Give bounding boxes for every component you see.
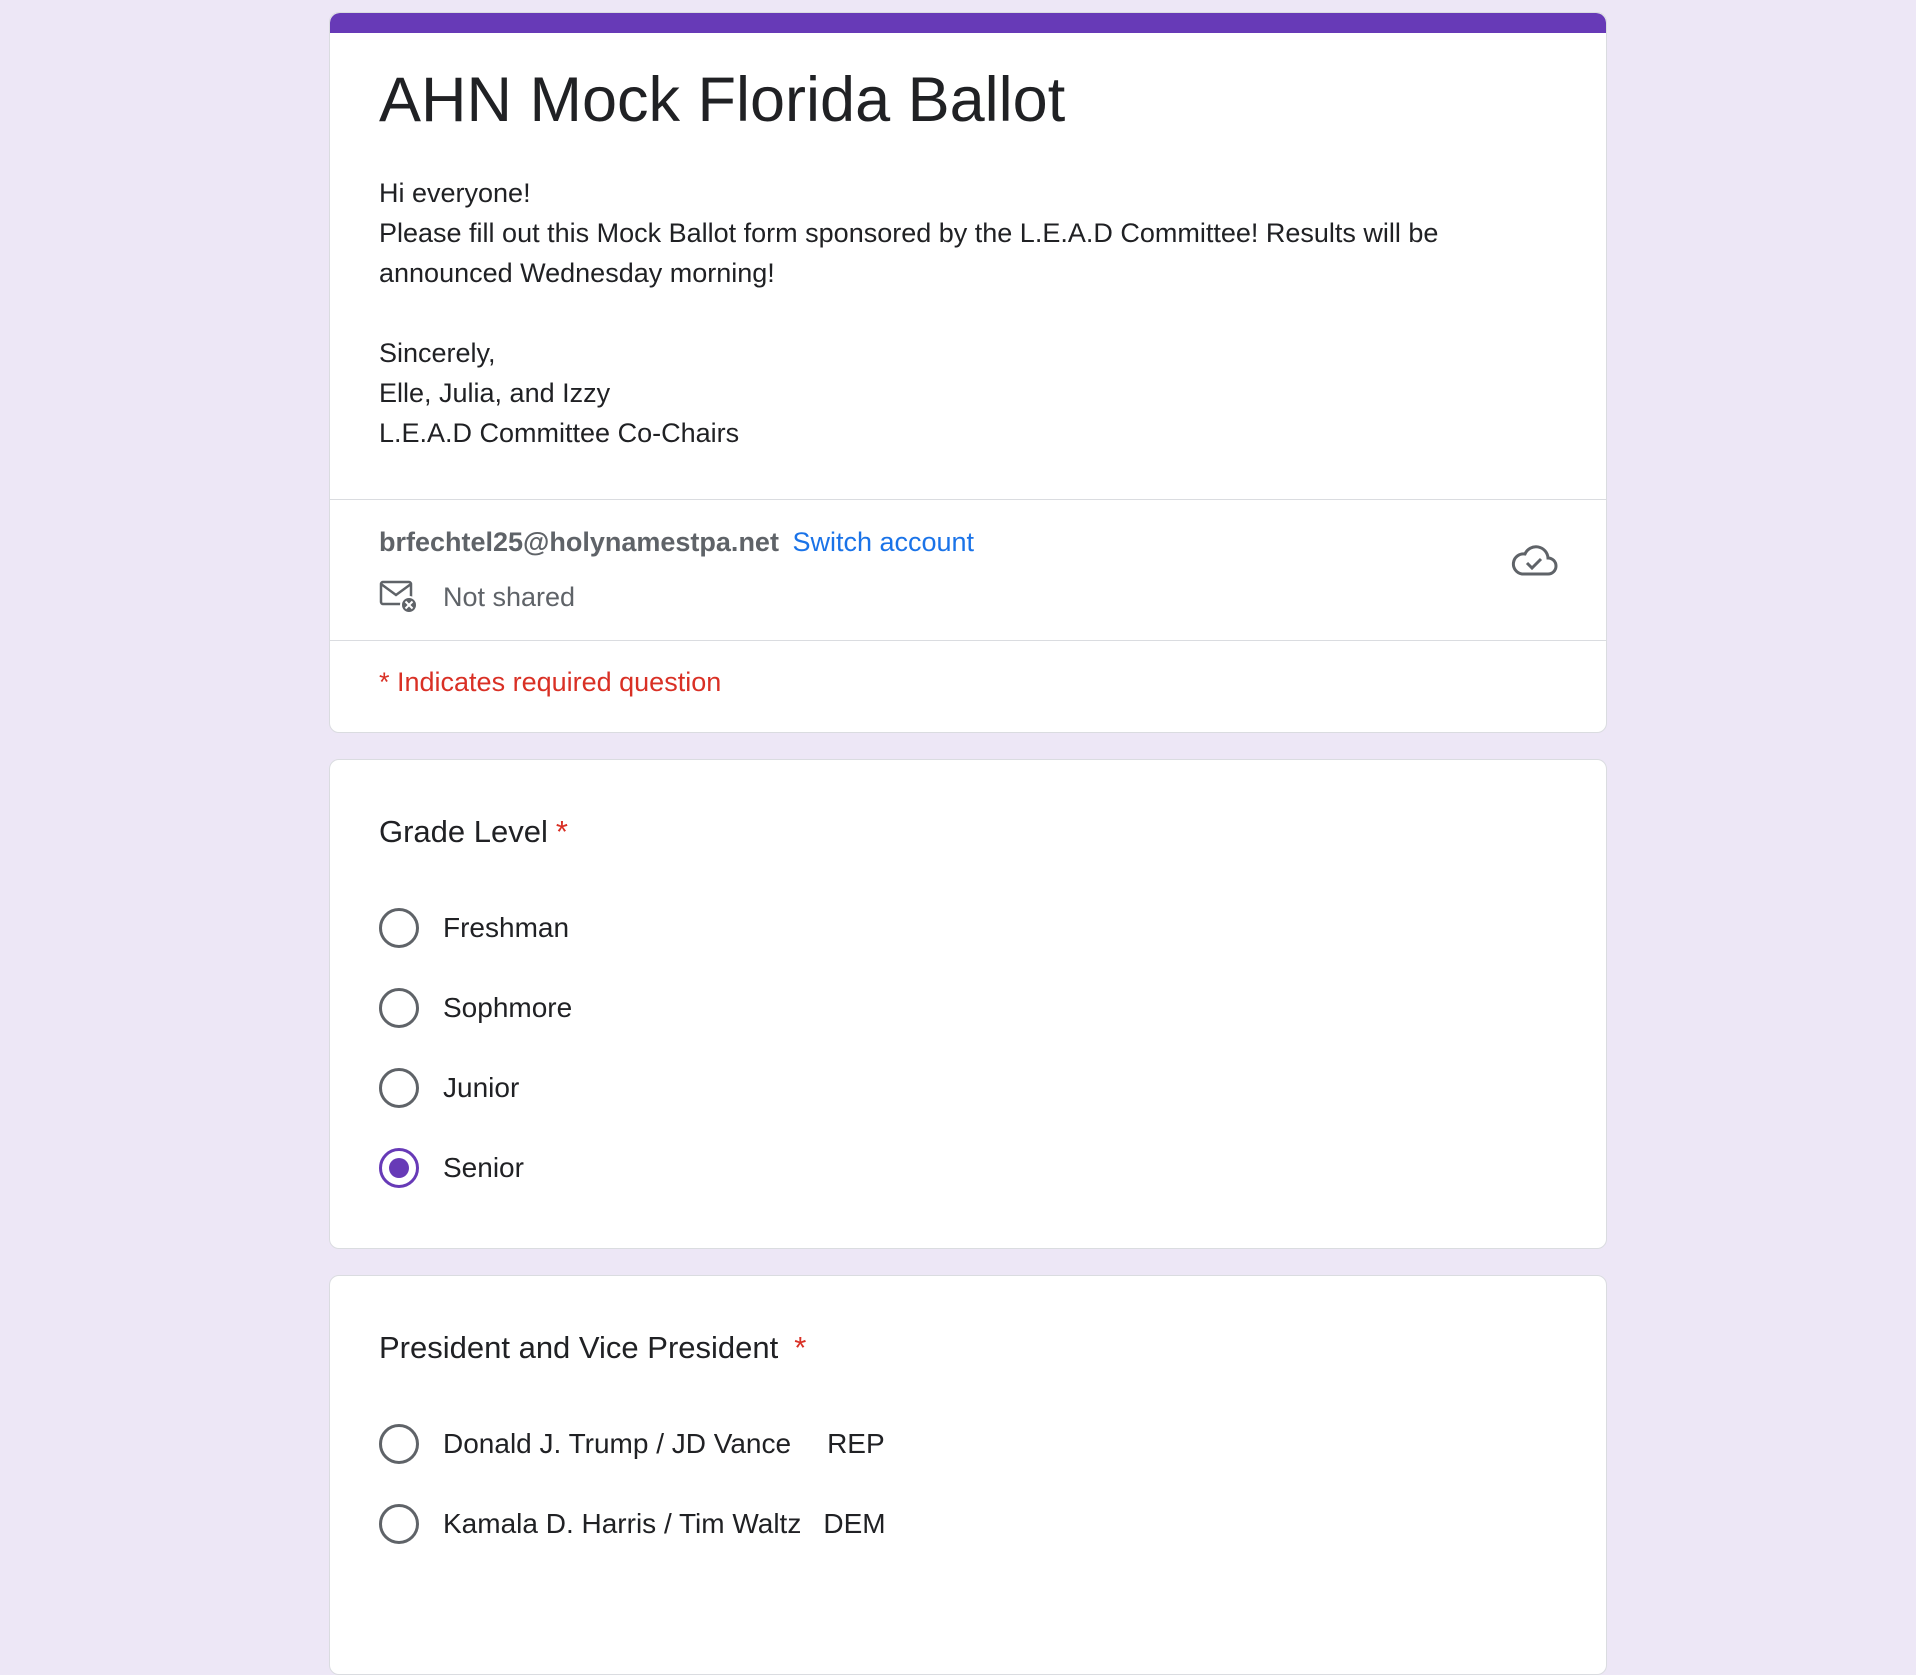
option-harris-walz[interactable] <box>379 1484 1557 1564</box>
option-label: Freshman <box>443 912 570 943</box>
account-section <box>330 500 1606 640</box>
shared-status-row <box>379 580 1557 614</box>
radio-button[interactable] <box>379 908 419 948</box>
question-grade-level <box>329 759 1607 1249</box>
option-sophmore[interactable] <box>379 968 1557 1048</box>
cloud-check-icon[interactable] <box>1510 540 1558 580</box>
radio-button[interactable] <box>379 1424 419 1464</box>
option-label: Senior <box>443 1152 524 1183</box>
shared-status: Not shared <box>443 581 576 612</box>
option-trump-vance[interactable] <box>379 1404 1557 1484</box>
option-junior[interactable] <box>379 1048 1557 1128</box>
form-container <box>329 12 1607 1675</box>
radio-button[interactable] <box>379 1068 419 1108</box>
form-description: Hi everyone! Please fill out this Mock Ballot form sponsored by the L.E.A.D Committee! Results will be announced Wednesday morning! Sincerely, Elle, Julia, and Izzy L.E.A.D Committee Co-Chairs <box>379 178 1439 448</box>
form-header-card <box>329 12 1607 733</box>
option-label: Donald J. Trump / JD Vance <box>443 1428 792 1459</box>
switch-account-link[interactable]: Switch account <box>792 527 975 557</box>
question-title-text: President and Vice President <box>379 1330 779 1365</box>
radio-button[interactable] <box>379 1504 419 1544</box>
party-label: DEM <box>823 1508 886 1539</box>
question-president <box>329 1275 1607 1675</box>
required-note: * Indicates required question <box>379 667 722 697</box>
option-freshman[interactable] <box>379 888 1557 968</box>
party-label: REP <box>827 1428 885 1459</box>
option-senior[interactable] <box>379 1128 1557 1208</box>
account-email: brfechtel25@holynamestpa.net <box>379 527 779 557</box>
radio-button-selected[interactable] <box>379 1148 419 1188</box>
mail-x-icon <box>379 580 419 614</box>
question-title <box>379 1328 1557 1368</box>
option-label: Junior <box>443 1072 520 1103</box>
header-content <box>330 33 1606 499</box>
option-label: Sophmore <box>443 992 573 1023</box>
option-label: Kamala D. Harris / Tim Waltz <box>443 1508 802 1539</box>
form-title: AHN Mock Florida Ballot <box>379 65 1066 135</box>
account-line <box>379 524 1557 560</box>
accent-bar <box>330 13 1606 33</box>
required-star: * <box>555 814 568 849</box>
radio-button[interactable] <box>379 988 419 1028</box>
required-star: * <box>794 1330 807 1365</box>
question-title-text: Grade Level <box>379 814 548 849</box>
question-title <box>379 812 1557 852</box>
